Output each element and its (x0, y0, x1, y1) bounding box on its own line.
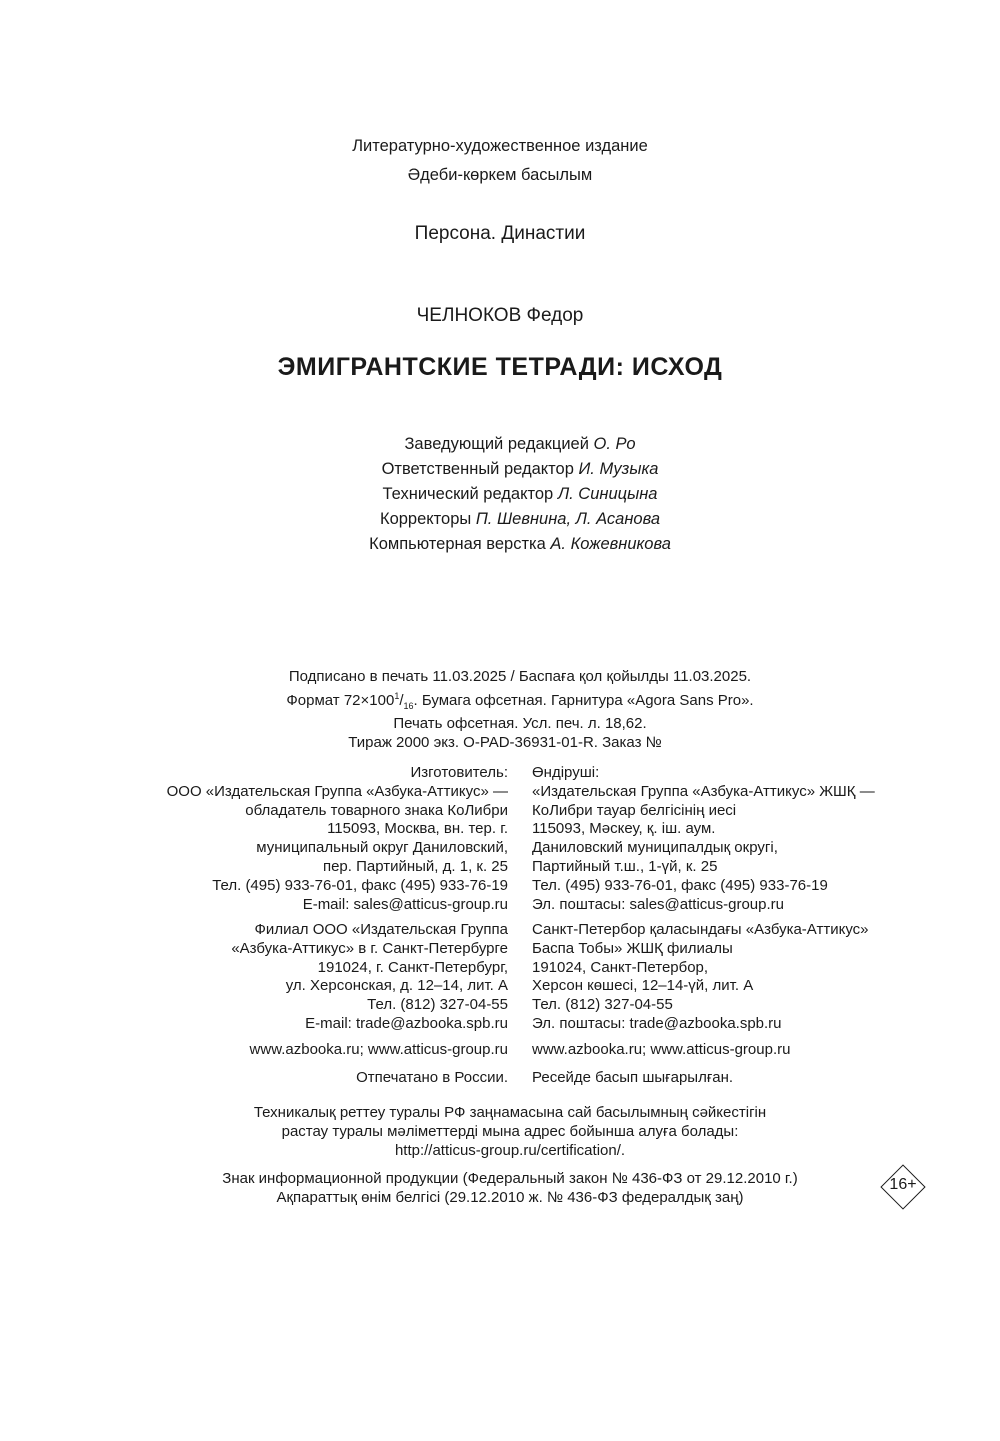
genre-kz: Әдеби-көркем басылым (407, 166, 593, 184)
credit-line: Корректоры П. Шевнина, Л. Асанова (379, 510, 661, 528)
run-line: Тираж 2000 экз. О-PAD-36931-01-R. Заказ № (348, 733, 662, 751)
age-rating-badge (880, 1164, 926, 1210)
printed-ru: Отпечатано в России. (356, 1069, 508, 1086)
format-line: Формат $72\times 100^1/_{16}$. Бумага офсетная. Гарнитура «Agora Sans Pro». (286, 690, 754, 711)
credit-line: Заведующий редакцией О. Ро (404, 435, 636, 453)
certification-block: Техникалық реттеу туралы РФ заңнамасына сай басылымның сәйкестігін растау туралы мәліметтерді мына адрес бойынша алуға болады: http://atticus-group.ru/certification/. (0, 1104, 1000, 1160)
credit-line: Компьютерная верстка А. Кожевникова (369, 535, 671, 553)
certification-link[interactable]: http://atticus-group.ru/certification/. (394, 1141, 626, 1159)
book-title: ЭМИГРАНТСКИЕ ТЕТРАДИ: ИСХОД (277, 353, 723, 381)
author-name: ЧЕЛНОКОВ Федор (416, 305, 584, 326)
signed-line: Подписано в печать 11.03.2025 / Баспаға қол қойылды 11.03.2025. (288, 668, 752, 685)
imprint-block (0, 668, 1000, 752)
credits-block (0, 432, 1000, 557)
genre-ru: Литературно-художественное издание (352, 137, 648, 155)
credit-line: Технический редактор Л. Синицына (382, 485, 658, 503)
print-line: Печать офсетная. Усл. печ. л. 18,62. (393, 715, 647, 732)
printed-kz: Ресейде басып шығарылған. (532, 1069, 734, 1086)
sign-info-block: Знак информационной продукции (Федеральный закон № 436-ФЗ от 29.12.2010 г.) Ақпараттық өнім белгісі (29.12.2010 ж. № 436-ФЗ федералдық заң) (222, 1170, 798, 1206)
websites-kz[interactable]: www.azbooka.ru; www.atticus-group.ru (532, 1041, 791, 1058)
series-name: Персона. Династии (414, 223, 586, 244)
credit-line: Ответственный редактор И. Музыка (381, 460, 659, 478)
branch-kz: Санкт-Петербор қаласындағы «Азбука-Аттикус» Баспа Тобы» ЖШҚ филиалы 191024, Санкт-Петербор, Херсон көшесі, 12–14-үй, лит. А Тел. (812) 327-04-55 Эл. поштасы: trade@azbooka.spb.ru (532, 921, 869, 1032)
age-rating-label: 16+ (889, 1176, 917, 1193)
websites-ru[interactable]: www.azbooka.ru; www.atticus-group.ru (249, 1041, 508, 1058)
maker-ru: Изготовитель: ООО «Издательская Группа «Азбука-Аттикус» — обладатель товарного знака КоЛибри 115093, Москва, вн. тер. г. муниципальный округ Даниловский, пер. Партийный, д. 1, к. 25 Тел. (495) 933-76-01, факс (495) 933-76-19 E-mail: sales@atticus-group.ru (166, 764, 508, 913)
branch-ru: Филиал ООО «Издательская Группа «Азбука-Аттикус» в г. Санкт-Петербурге 191024, г. Санкт-Петербург, ул. Херсонская, д. 12–14, лит. А Тел. (812) 327-04-55 E-mail: trade@azbooka.spb.ru (231, 921, 508, 1032)
maker-kz: Өндіруші: «Издательская Группа «Азбука-Аттикус» ЖШҚ — КоЛибри тауар белгісінің иесі 115093, Мәскеу, қ. іш. аум. Даниловский муниципалдық округі, Партийный т.ш., 1-үй, к. 25 Тел. (495) 933-76-01, факс (495) 933-76-19 Эл. поштасы: sales@atticus-group.ru (532, 764, 875, 913)
